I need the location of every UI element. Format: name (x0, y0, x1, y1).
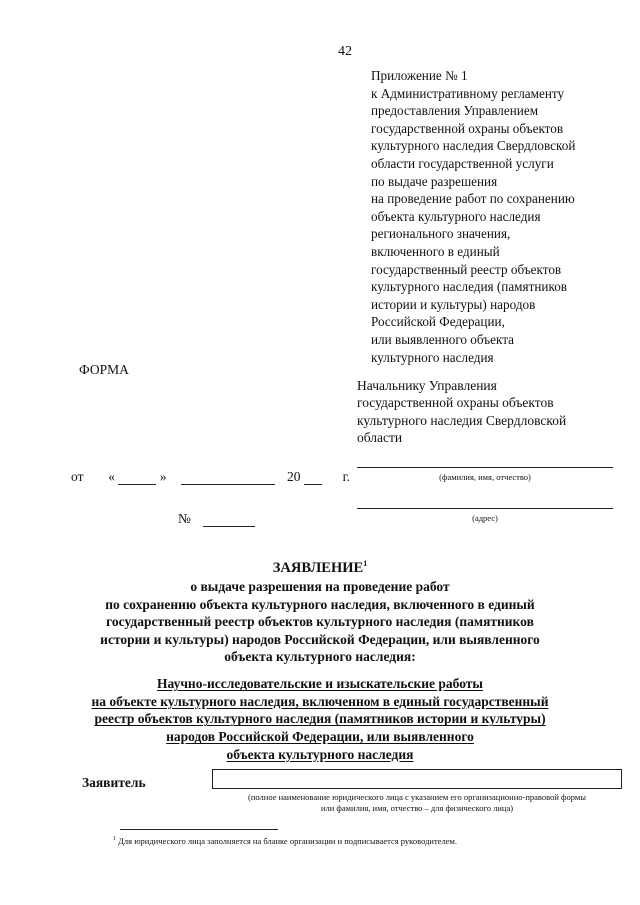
applicant-caption-line: (полное наименование юридического лица с указанием его организационно-правовой формы (248, 792, 586, 802)
applicant-field[interactable] (212, 769, 622, 789)
addressee-line: государственной охраны объектов (357, 395, 554, 411)
subtitle-line: государственный реестр объектов культурного наследия (памятников (106, 614, 534, 630)
appendix-block (371, 67, 633, 366)
works-line: Научно-исследовательские и изыскательские работы (157, 676, 483, 691)
fio-caption: (фамилия, имя, отчество) (439, 472, 531, 482)
footnote-mark: 1 (113, 836, 116, 843)
subtitle-line: о выдаче разрешения на проведение работ (190, 579, 450, 594)
date-from-label: от (71, 469, 84, 484)
title-text: ЗАЯВЛЕНИЕ (272, 559, 364, 576)
number-field[interactable] (203, 512, 255, 527)
addressee-line: Начальнику Управления (357, 378, 497, 393)
year-field[interactable] (304, 470, 322, 485)
appendix-line: истории и культуры) народов (371, 296, 536, 312)
appendix-line: объекта культурного наследия (371, 208, 541, 224)
appendix-line: по выдаче разрешения (371, 173, 498, 189)
addressee-block (357, 377, 619, 447)
subtitle-line: истории и культуры) народов Российской Федерации, или выявленного (100, 631, 540, 647)
appendix-line: Приложение № 1 (371, 68, 468, 83)
works-line: народов Российской Федерации, или выявленного (166, 729, 474, 745)
applicant-label: Заявитель (82, 775, 146, 790)
works-line: объекта культурного наследия (226, 746, 414, 762)
appendix-line: к Административному регламенту (371, 85, 565, 101)
day-field[interactable] (118, 470, 156, 485)
subtitle-line: по сохранению объекта культурного наследия, включенного в единый (105, 596, 535, 612)
month-field[interactable] (181, 470, 275, 485)
appendix-line: включенного в единый (371, 243, 500, 259)
fio-field[interactable] (357, 467, 613, 468)
year-prefix: 20 (286, 469, 301, 484)
year-suffix: г. (342, 469, 350, 484)
subtitle-line: объекта культурного наследия: (224, 649, 416, 665)
appendix-line: Российской Федерации, (371, 314, 505, 330)
appendix-line: на проведение работ по сохранению (371, 191, 575, 207)
appendix-line: культурного наследия (памятников (371, 279, 568, 295)
applicant-caption-line: или фамилия, имя, отчество – для физического лица) (320, 803, 514, 813)
title-footnote-mark: 1 (363, 559, 368, 568)
footnote-divider (120, 829, 278, 830)
addressee-line: культурного наследия Свердловской (357, 412, 567, 428)
works-line: реестр объектов культурного наследия (памятников истории и культуры) (94, 711, 546, 727)
address-caption: (адрес) (472, 513, 498, 523)
address-field[interactable] (357, 508, 613, 509)
appendix-line: предоставления Управлением (371, 103, 539, 119)
footnote (113, 836, 457, 846)
appendix-line: культурного наследия (371, 349, 494, 365)
document-title (60, 559, 580, 577)
footnote-text: Для юридического лица заполняется на бланке организации и подписывается руководителем. (116, 836, 457, 846)
document-subtitle (60, 578, 580, 666)
quote-open: « (108, 469, 115, 484)
works-line: на объекте культурного наследия, включенном в единый государственный (91, 693, 549, 709)
appendix-line: культурного наследия Свердловской (371, 138, 576, 154)
number-row (178, 511, 255, 527)
appendix-line: регионального значения, (371, 226, 511, 242)
appendix-line: государственный реестр объектов (371, 261, 562, 277)
quote-close: » (159, 469, 167, 484)
appendix-line: или выявленного объекта (371, 331, 514, 347)
page-number: 42 (338, 44, 352, 59)
applicant-caption (212, 792, 622, 814)
addressee-line: области (357, 430, 403, 446)
number-label: № (178, 511, 191, 526)
form-label: ФОРМА (79, 362, 129, 377)
works-type (60, 675, 580, 764)
appendix-line: государственной охраны объектов (371, 120, 564, 136)
date-row (71, 469, 350, 485)
appendix-line: области государственной услуги (371, 155, 554, 171)
